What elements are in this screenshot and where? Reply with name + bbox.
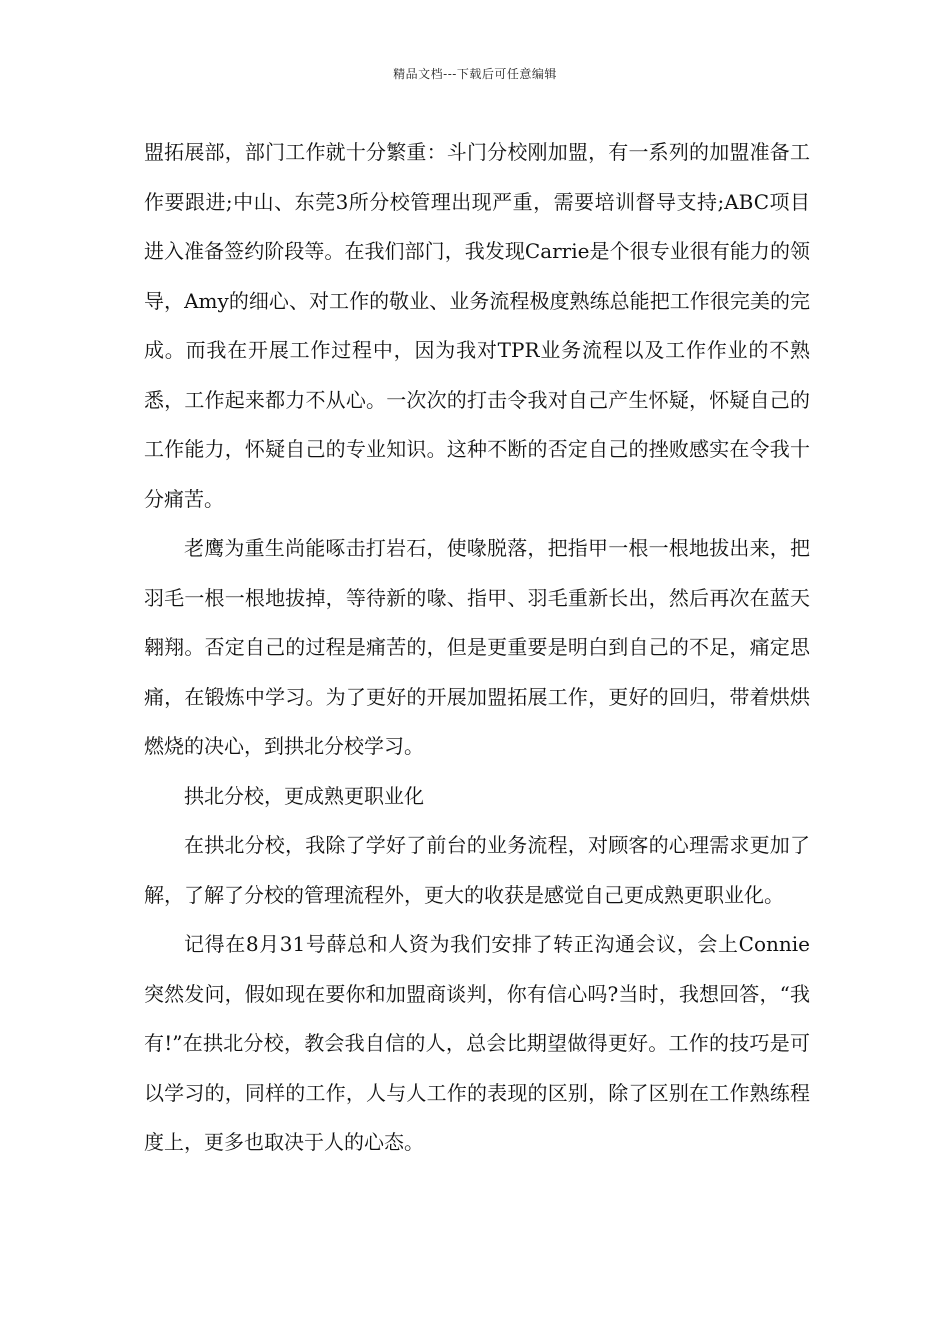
- paragraph-eagle: 老鹰为重生尚能啄击打岩石，使喙脱落，把指甲一根一根地拔出来，把羽毛一根一根地拔掉，等待新的喙、指甲、羽毛重新长出，然后再次在蓝天翱翔。否定自己的过程是痛苦的，但是更重要是明白到自己的不足，痛定思痛，在锻炼中学习。为了更好的开展加盟拓展工作，更好的回归，带着烘烘燃烧的决心，到拱北分校学习。: [144, 536, 810, 758]
- section-heading: 拱北分校，更成熟更职业化: [184, 783, 424, 808]
- paragraph-meeting: 记得在8月31号薛总和人资为我们安排了转正沟通会议，会上Connie突然发问，假如现在要你和加盟商谈判，你有信心吗?当时，我想回答，“我有!”在拱北分校，教会我自信的人，总会比期望做得更好。工作的技巧是可以学习的，同样的工作，人与人工作的表现的区别，除了区别在工作熟练程度上，更多也取决于人的心态。: [144, 932, 810, 1154]
- paragraph-gongbei: 在拱北分校，我除了学好了前台的业务流程，对顾客的心理需求更加了解，了解了分校的管理流程外，更大的收获是感觉自己更成熟更职业化。: [144, 833, 810, 907]
- document-body: [144, 128, 810, 1168]
- paragraph-continuation: 盟拓展部，部门工作就十分繁重：斗门分校刚加盟，有一系列的加盟准备工作要跟进;中山、东莞3所分校管理出现严重，需要培训督导支持;ABC项目进入准备签约阶段等。在我们部门，我发现Carrie是个很专业很有能力的领导，Amy的细心、对工作的敬业、业务流程极度熟练总能把工作很完美的完成。而我在开展工作过程中，因为我对TPR业务流程以及工作作业的不熟悉，工作起来都力不从心。一次次的打击令我对自己产生怀疑，怀疑自己的工作能力，怀疑自己的专业知识。这种不断的否定自己的挫败感实在令我十分痛苦。: [144, 140, 810, 511]
- page-header: 精品文档---下载后可任意编辑: [393, 67, 557, 81]
